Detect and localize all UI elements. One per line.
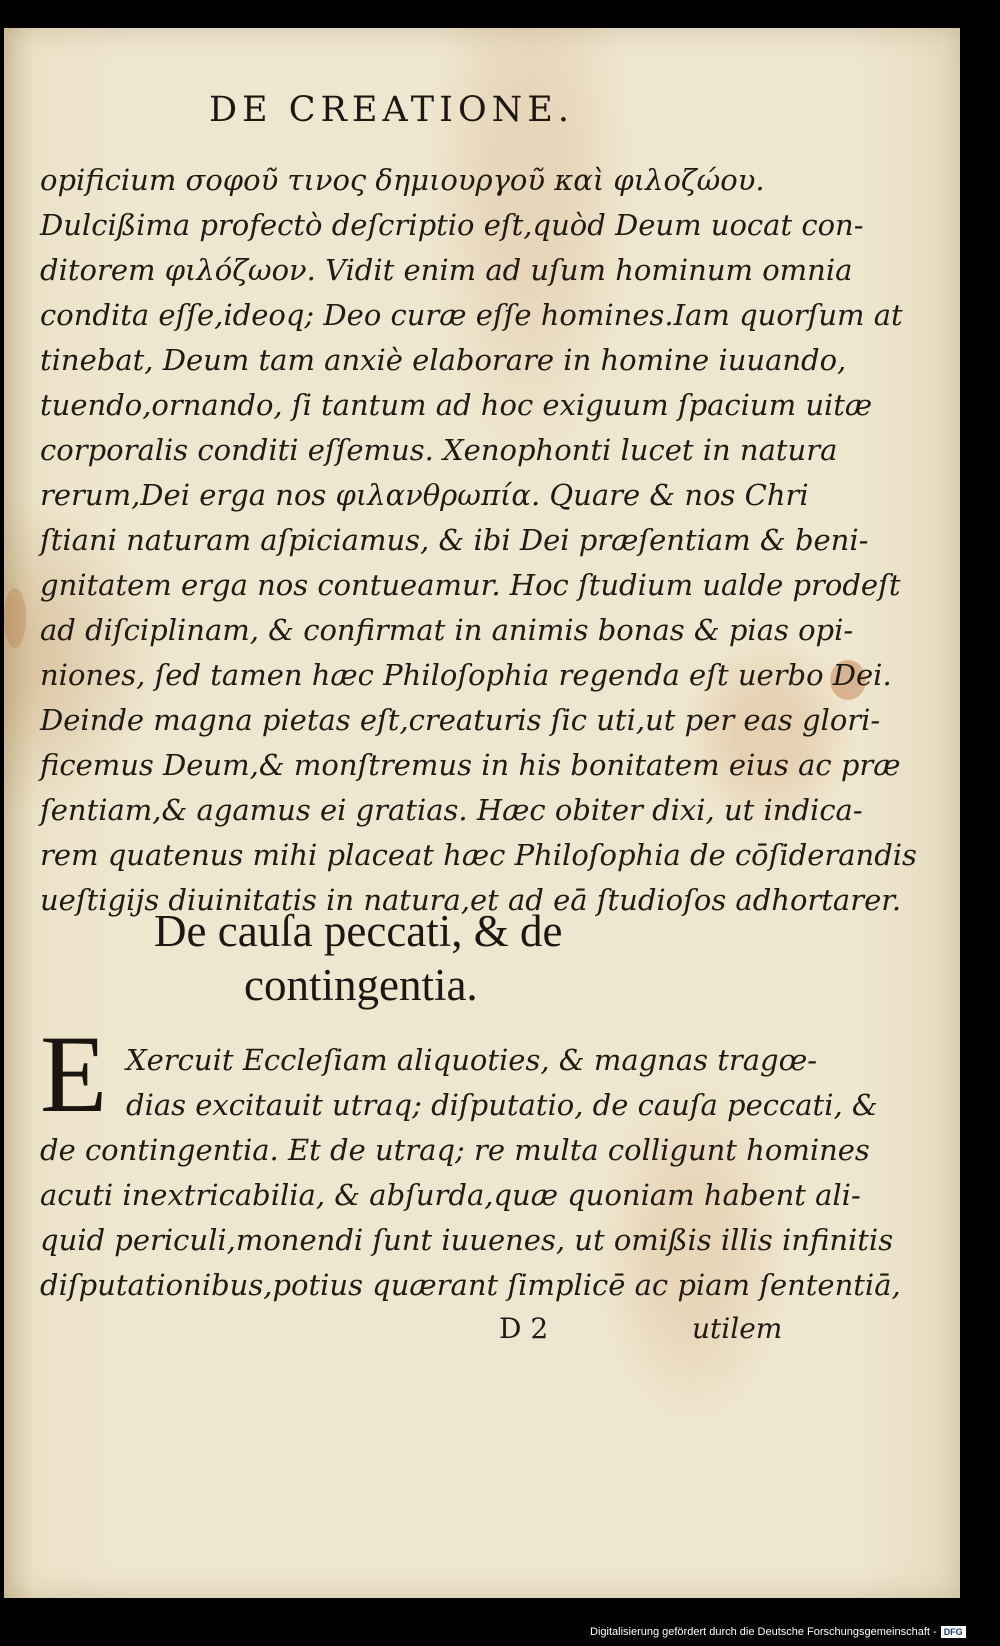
text-line: Deinde magna pietas eſt,creaturis ſic uti,ut per eas glori- <box>40 703 881 737</box>
text-line: ficemus Deum,& monſtremus in his bonitatem eius ac præ <box>40 748 901 782</box>
text-line: Xercuit Eccleſiam aliquoties, & magnas tragœ- <box>126 1043 818 1077</box>
catchword: utilem <box>692 1312 783 1345</box>
text-line: condita eſſe,ideoq; Deo curæ eſſe homines.Iam quorſum at <box>40 298 903 332</box>
text-line: ſentiam,& agamus ei gratias. Hæc obiter dixi, ut indica- <box>40 793 863 827</box>
paragraph-2 <box>40 1038 901 1308</box>
section-title <box>154 904 714 1012</box>
text-line: ad diſciplinam, & confirmat in animis bonas & pias opi- <box>40 613 854 647</box>
section-title-line-2: contingentia. <box>244 960 478 1010</box>
text-line: quid periculi,monendi ſunt iuuenes, ut omißis illis infinitis <box>40 1223 894 1257</box>
text-line: rerum,Dei erga nos φιλανθρωπία. Quare & nos Chri <box>40 478 809 512</box>
text-line: diſputationibus,potius quærant ſimplicē ac piam ſententiā, <box>40 1268 901 1302</box>
text-line: gnitatem erga nos contueamur. Hoc ſtudium ualde prodeſt <box>40 568 901 602</box>
paragraph-1 <box>40 158 917 923</box>
text-line: ditorem φιλόζωον. Vidit enim ad uſum hominum omnia <box>40 253 853 287</box>
text-line: tinebat, Deum tam anxiè elaborare in homine iuuando, <box>40 343 847 377</box>
text-line: ueſtigijs diuinitatis in natura,et ad eā ſtudioſos adhortarer. <box>40 883 902 917</box>
text-line: corporalis conditi eſſemus. Xenophonti lucet in natura <box>40 433 838 467</box>
text-line: de contingentia. Et de utraq; re multa colligunt homines <box>40 1133 870 1167</box>
text-line: rem quatenus mihi placeat hæc Philoſophia de cōſiderandis <box>40 838 917 872</box>
running-head: DE CREATIONE. <box>209 90 574 130</box>
text-line: tuendo,ornando, ſi tantum ad hoc exiguum ſpacium uitæ <box>40 388 873 422</box>
book-page <box>4 28 960 1598</box>
edge-stain <box>4 588 26 648</box>
funding-text: Digitalisierung gefördert durch die Deutsche Forschungsgemeinschaft - <box>590 1626 937 1638</box>
text-line: opificium σοφοῦ τινος δημιουργοῦ καὶ φιλοζώου. <box>40 163 765 197</box>
text-line: ſtiani naturam aſpiciamus, & ibi Dei præſentiam & beni- <box>40 523 869 557</box>
funding-footer <box>590 1626 966 1638</box>
section-title-line-1: De cauſa peccati, & de <box>154 906 563 956</box>
text-line: niones, ſed tamen hæc Philoſophia regenda eſt uerbo Dei. <box>40 658 892 692</box>
text-line: acuti inextricabilia, & abſurda,quæ quoniam habent ali- <box>40 1178 861 1212</box>
text-line: dias excitauit utraq; diſputatio, de cauſa peccati, & <box>126 1088 878 1122</box>
signature-mark: D 2 <box>499 1312 549 1345</box>
drop-cap-initial: E <box>40 1013 108 1135</box>
dfg-logo: DFG <box>941 1626 966 1638</box>
text-line: Dulcißima profectò deſcriptio eſt,quòd Deum uocat con- <box>40 208 864 242</box>
